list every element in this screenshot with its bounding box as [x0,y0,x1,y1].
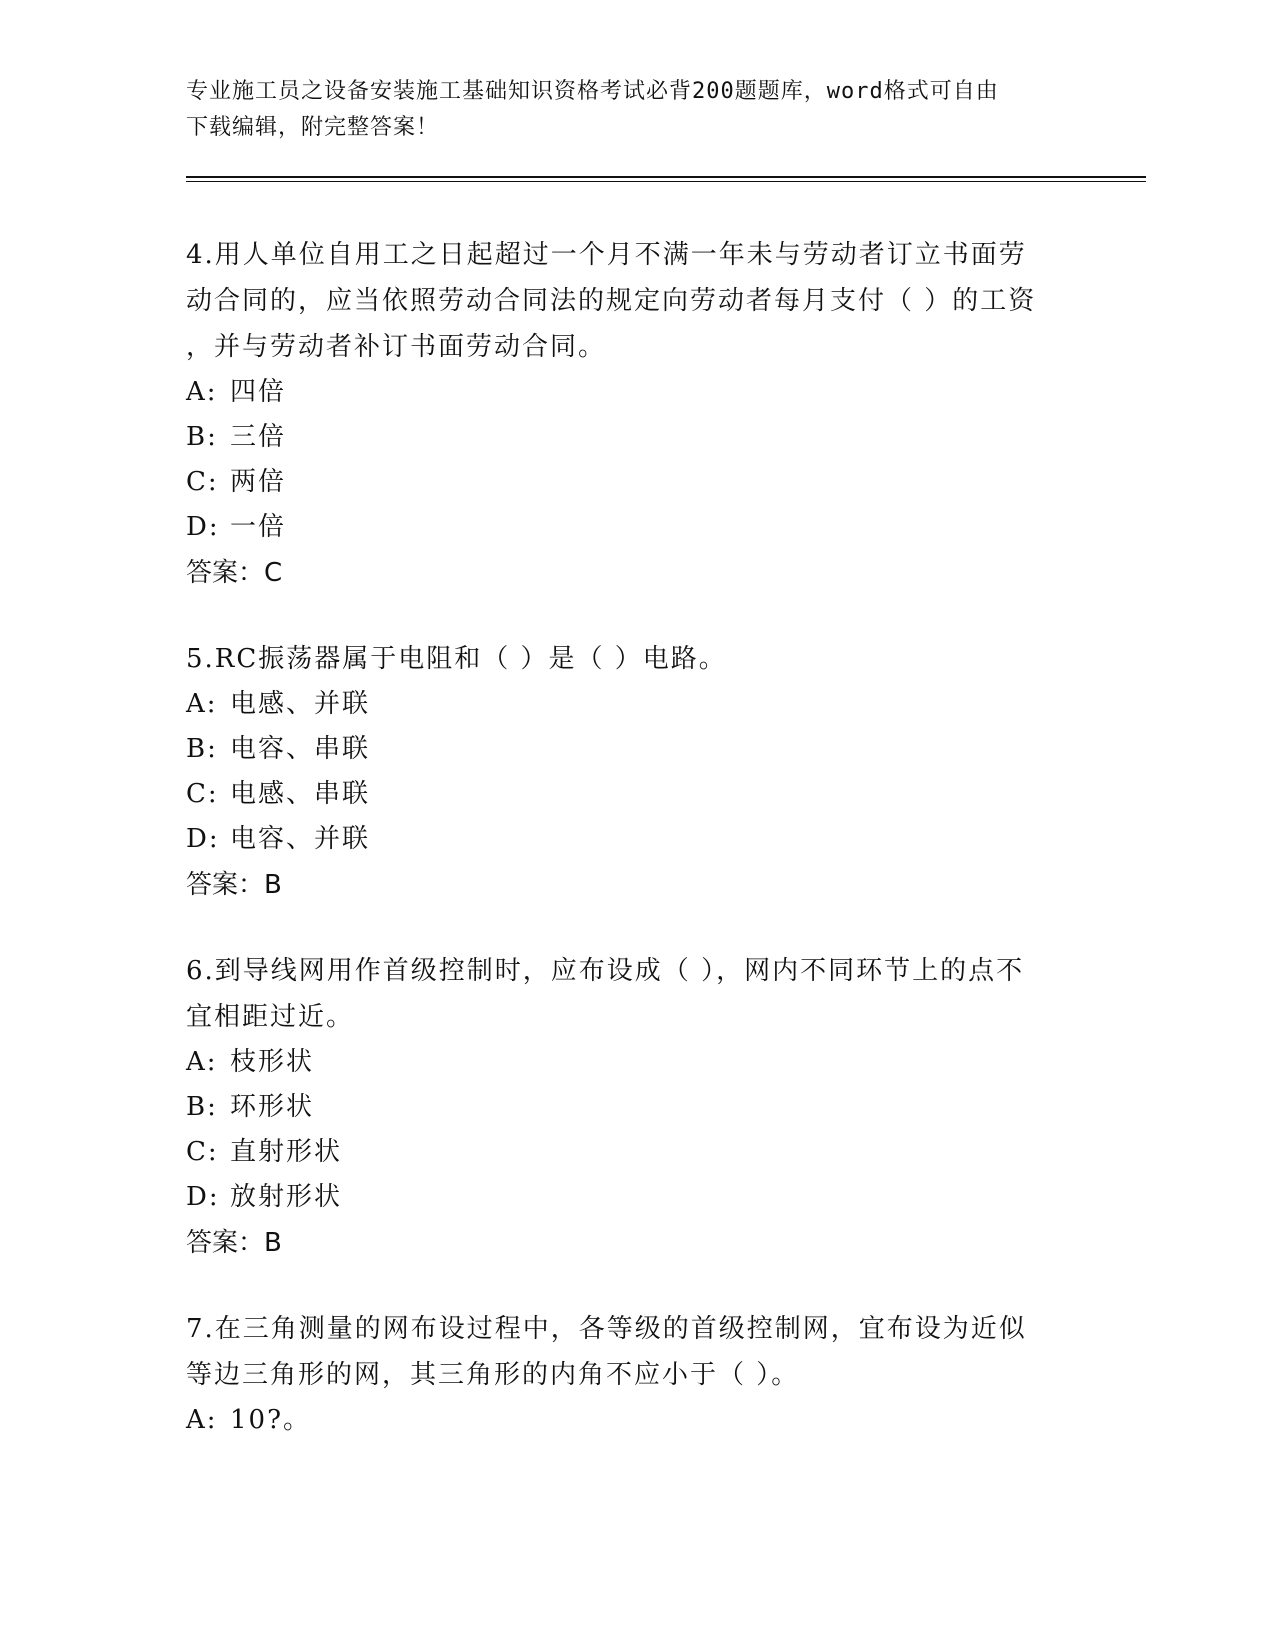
option-letter: C: [186,779,219,809]
option-letter: B: [186,422,218,452]
option-letter: A: [186,1047,218,1077]
option-d [186,1175,1076,1220]
option-a [186,1398,1076,1443]
option-text: 四倍 [230,377,287,407]
header-divider-thin [186,181,1146,182]
stem-line: 宜相距过近。 [186,1002,355,1032]
option-c [186,1130,1076,1175]
stem-line: 7.在三角测量的网布设过程中，各等级的首级控制网，宜布设为近似 [186,1314,1027,1344]
option-text: 10?。 [230,1405,312,1435]
question-6 [186,948,1076,1266]
question-7 [186,1306,1076,1443]
option-letter: C: [186,1137,219,1167]
option-text: 电感、并联 [230,689,371,719]
header-divider-thick [186,176,1146,178]
option-text: 两倍 [230,467,287,497]
option-a [186,682,1076,727]
stem-line: 4.用人单位自用工之日起超过一个月不满一年未与劳动者订立书面劳 [186,240,1027,270]
option-a [186,1040,1076,1085]
option-text: 枝形状 [230,1047,315,1077]
header-line-1: 专业施工员之设备安装施工基础知识资格考试必背200题题库，word格式可自由 [186,79,999,104]
answer-line: 答案：B [186,1228,282,1258]
question-stem [186,636,1076,682]
option-letter: D: [186,1182,220,1212]
option-b [186,1085,1076,1130]
option-text: 电感、串联 [230,779,371,809]
option-d [186,505,1076,550]
question-list [186,232,1076,1483]
option-text: 放射形状 [230,1182,343,1212]
stem-line: 动合同的，应当依照劳动合同法的规定向劳动者每月支付（ ）的工资 [186,286,1037,316]
stem-line: ，并与劳动者补订书面劳动合同。 [186,332,607,362]
option-letter: C: [186,467,219,497]
option-text: 三倍 [230,422,287,452]
option-text: 电容、并联 [230,824,371,854]
question-5 [186,636,1076,908]
option-c [186,772,1076,817]
document-header [186,74,1066,146]
answer-line: 答案：B [186,870,282,900]
question-stem [186,948,1076,1040]
option-d [186,817,1076,862]
option-text: 电容、串联 [230,734,371,764]
option-letter: D: [186,824,220,854]
question-stem [186,1306,1076,1398]
answer-line: 答案：C [186,558,283,588]
header-line-2: 下载编辑，附完整答案！ [186,115,440,140]
option-a [186,370,1076,415]
option-letter: B: [186,1092,218,1122]
option-letter: D: [186,512,220,542]
option-b [186,727,1076,772]
option-letter: A: [186,377,218,407]
option-c [186,460,1076,505]
option-text: 一倍 [230,512,287,542]
stem-line: 6.到导线网用作首级控制时，应布设成（ ），网内不同环节上的点不 [186,956,1025,986]
option-letter: A: [186,689,218,719]
option-text: 直射形状 [230,1137,343,1167]
option-letter: A: [186,1405,218,1435]
stem-line: 5.RC振荡器属于电阻和（ ）是（ ）电路。 [186,644,727,674]
question-4 [186,232,1076,596]
stem-line: 等边三角形的网，其三角形的内角不应小于（ ）。 [186,1360,800,1390]
question-stem [186,232,1076,370]
option-letter: B: [186,734,218,764]
option-b [186,415,1076,460]
option-text: 环形状 [230,1092,315,1122]
